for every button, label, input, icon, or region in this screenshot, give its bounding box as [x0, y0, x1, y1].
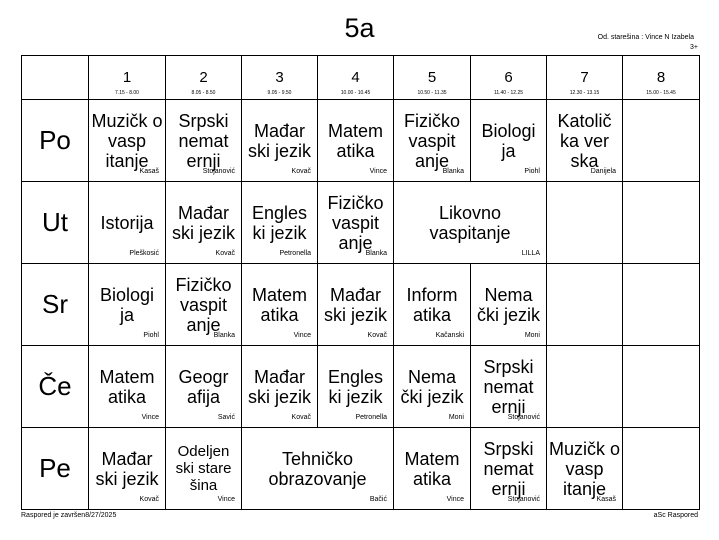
corner-cell	[22, 56, 89, 100]
subject-name: Tehničko obrazovanje	[268, 448, 367, 489]
lesson-cell[interactable]	[242, 346, 318, 428]
period-number: 8	[656, 69, 666, 86]
period-time: 10.50 - 11.35	[417, 90, 447, 96]
teacher-name: Kovač	[291, 414, 311, 421]
sub-label: 3+	[690, 44, 698, 51]
lesson-cell[interactable]	[471, 100, 547, 182]
day-label: Če	[22, 346, 89, 428]
subject-name: Mađar ski jezik	[323, 284, 387, 325]
empty-cell	[623, 264, 700, 346]
period-time: 11.40 - 12.25	[493, 90, 524, 96]
period-time: 15.00 - 15.45	[646, 90, 676, 96]
teacher-name: Blanka	[213, 332, 235, 339]
lesson-cell[interactable]	[394, 346, 471, 428]
teacher-name: Moni	[524, 332, 540, 339]
lesson-cell[interactable]	[471, 346, 547, 428]
teacher-name: Stojanović	[507, 414, 540, 421]
page-title: 5a	[344, 13, 375, 43]
period-6	[471, 56, 547, 100]
teacher-name: Pleškosić	[129, 250, 159, 257]
period-time: 10.00 - 10.45	[340, 90, 371, 96]
teacher-name: Kovač	[367, 332, 387, 339]
empty-cell	[623, 428, 700, 510]
day-row-tuesday	[22, 182, 700, 264]
lesson-cell[interactable]	[166, 264, 242, 346]
period-8	[623, 56, 700, 100]
empty-cell	[623, 182, 700, 264]
day-row-friday	[22, 428, 700, 510]
lesson-cell[interactable]	[318, 346, 394, 428]
teacher-name: Stojanović	[507, 496, 540, 503]
teacher-name: Kovač	[215, 250, 235, 257]
teacher-name: Kačanski	[435, 332, 464, 339]
subject-name: Fizičko vaspit anje	[327, 192, 384, 253]
subject-name: Srpski nemat ernji	[483, 356, 534, 417]
empty-cell	[547, 346, 623, 428]
lesson-cell[interactable]	[89, 100, 166, 182]
lesson-cell[interactable]	[166, 346, 242, 428]
day-row-thursday	[22, 346, 700, 428]
footer-completed: Raspored je završen8/27/2025	[21, 512, 117, 519]
subject-name: Biologi ja	[99, 284, 155, 325]
period-time: 7.15 - 8.00	[115, 90, 139, 96]
subject-name: Nema čki jezik	[400, 366, 464, 407]
period-7	[547, 56, 623, 100]
subject-name: Muzičk o vasp itanje	[549, 438, 621, 499]
empty-cell	[547, 264, 623, 346]
teacher-name: Piohl	[524, 168, 540, 175]
day-label: Sr	[22, 264, 89, 346]
period-number: 6	[504, 69, 513, 86]
class-teacher: Od. starešina : Vince N Izabela	[597, 34, 694, 41]
lesson-cell[interactable]	[394, 264, 471, 346]
subject-name: Engles ki jezik	[251, 202, 308, 243]
teacher-name: Vince	[217, 496, 235, 503]
lesson-cell[interactable]	[166, 428, 242, 510]
subject-name: Mađar ski jezik	[247, 120, 311, 161]
empty-cell	[623, 100, 700, 182]
period-3	[242, 56, 318, 100]
subject-name: Mađar ski jezik	[247, 366, 311, 407]
teacher-name: Kovač	[291, 168, 311, 175]
subject-name: Matem atika	[99, 366, 155, 407]
teacher-name: Vince	[293, 332, 311, 339]
subject-name: Matem atika	[327, 120, 383, 161]
subject-name: Istorija	[100, 212, 154, 233]
lesson-cell[interactable]	[242, 264, 318, 346]
period-number: 4	[351, 69, 360, 86]
subject-name: Katolič ka ver ska	[557, 110, 612, 171]
lesson-cell[interactable]	[547, 428, 623, 510]
lesson-cell[interactable]	[547, 100, 623, 182]
subject-name: Nema čki jezik	[476, 284, 540, 325]
lesson-cell[interactable]	[242, 182, 318, 264]
period-time: 9.05 - 9.50	[267, 90, 292, 96]
teacher-name: Kasaš	[139, 168, 159, 175]
teacher-name: Vince	[141, 414, 159, 421]
period-number: 2	[199, 69, 208, 86]
teacher-name: Moni	[448, 414, 464, 421]
subject-name: Mađar ski jezik	[171, 202, 235, 243]
subject-name: Matem atika	[404, 448, 460, 489]
teacher-name: Kovač	[139, 496, 159, 503]
subject-name: Fizičko vaspit anje	[175, 274, 232, 335]
period-number: 7	[580, 69, 589, 86]
day-label: Pe	[22, 428, 89, 510]
header-row	[22, 56, 700, 100]
subject-name: Engles ki jezik	[327, 366, 384, 407]
day-label: Ut	[22, 182, 89, 264]
period-number: 3	[275, 69, 284, 86]
lesson-cell[interactable]	[89, 182, 166, 264]
period-5	[394, 56, 471, 100]
empty-cell	[547, 182, 623, 264]
lesson-cell[interactable]	[89, 264, 166, 346]
teacher-name: Vince	[446, 496, 464, 503]
lesson-cell[interactable]	[318, 100, 394, 182]
day-row-monday	[22, 100, 700, 182]
teacher-name: Savić	[217, 414, 235, 421]
subject-name: Muzičk o vasp itanje	[91, 110, 163, 171]
lesson-cell[interactable]	[471, 428, 547, 510]
lesson-cell[interactable]	[318, 182, 394, 264]
teacher-name: Kasaš	[596, 496, 616, 503]
teacher-name: Blanka	[442, 168, 464, 175]
day-label: Po	[22, 100, 89, 182]
lesson-cell[interactable]	[318, 264, 394, 346]
subject-name: Biologi ja	[481, 120, 536, 161]
lesson-cell[interactable]	[166, 100, 242, 182]
lesson-cell[interactable]	[394, 428, 471, 510]
teacher-name: Piohl	[143, 332, 159, 339]
day-row-wednesday	[22, 264, 700, 346]
subject-name: Mađar ski jezik	[95, 448, 159, 489]
timetable	[21, 55, 700, 510]
footer-app-name: aSc Raspored	[653, 512, 698, 519]
period-number: 5	[427, 69, 437, 86]
lesson-cell[interactable]	[166, 182, 242, 264]
lesson-cell[interactable]	[471, 264, 547, 346]
lesson-cell[interactable]	[89, 428, 166, 510]
subject-name: Matem atika	[251, 284, 307, 325]
lesson-cell[interactable]	[242, 100, 318, 182]
teacher-name: Petronella	[355, 414, 387, 421]
subject-name: Srpski nemat ernji	[483, 438, 534, 499]
period-4	[318, 56, 394, 100]
lesson-cell[interactable]	[242, 428, 394, 510]
empty-cell	[623, 346, 700, 428]
subject-name: Fizičko vaspit anje	[403, 110, 460, 171]
teacher-name: Stojanović	[202, 168, 235, 175]
period-time: 12.30 - 13.15	[569, 90, 600, 96]
teacher-name: LILLA	[521, 250, 540, 257]
teacher-name: Vince	[369, 168, 387, 175]
teacher-name: Blanka	[365, 250, 387, 257]
lesson-cell[interactable]	[89, 346, 166, 428]
lesson-cell[interactable]	[394, 182, 547, 264]
subject-name: Geogr afija	[178, 366, 229, 407]
period-number: 1	[122, 69, 132, 86]
subject-name: Inform atika	[406, 284, 458, 325]
period-1	[89, 56, 166, 100]
subject-name: Srpski nemat ernji	[178, 110, 229, 171]
teacher-name: Petronella	[279, 250, 311, 257]
period-time: 8.05 - 8.50	[191, 90, 216, 96]
teacher-name: Bačić	[369, 496, 387, 503]
lesson-cell[interactable]	[394, 100, 471, 182]
subject-name: Likovno vaspitanje	[429, 202, 511, 243]
period-2	[166, 56, 242, 100]
subject-name: Odeljen ski stare šina	[175, 443, 232, 494]
teacher-name: Danijela	[590, 168, 616, 175]
